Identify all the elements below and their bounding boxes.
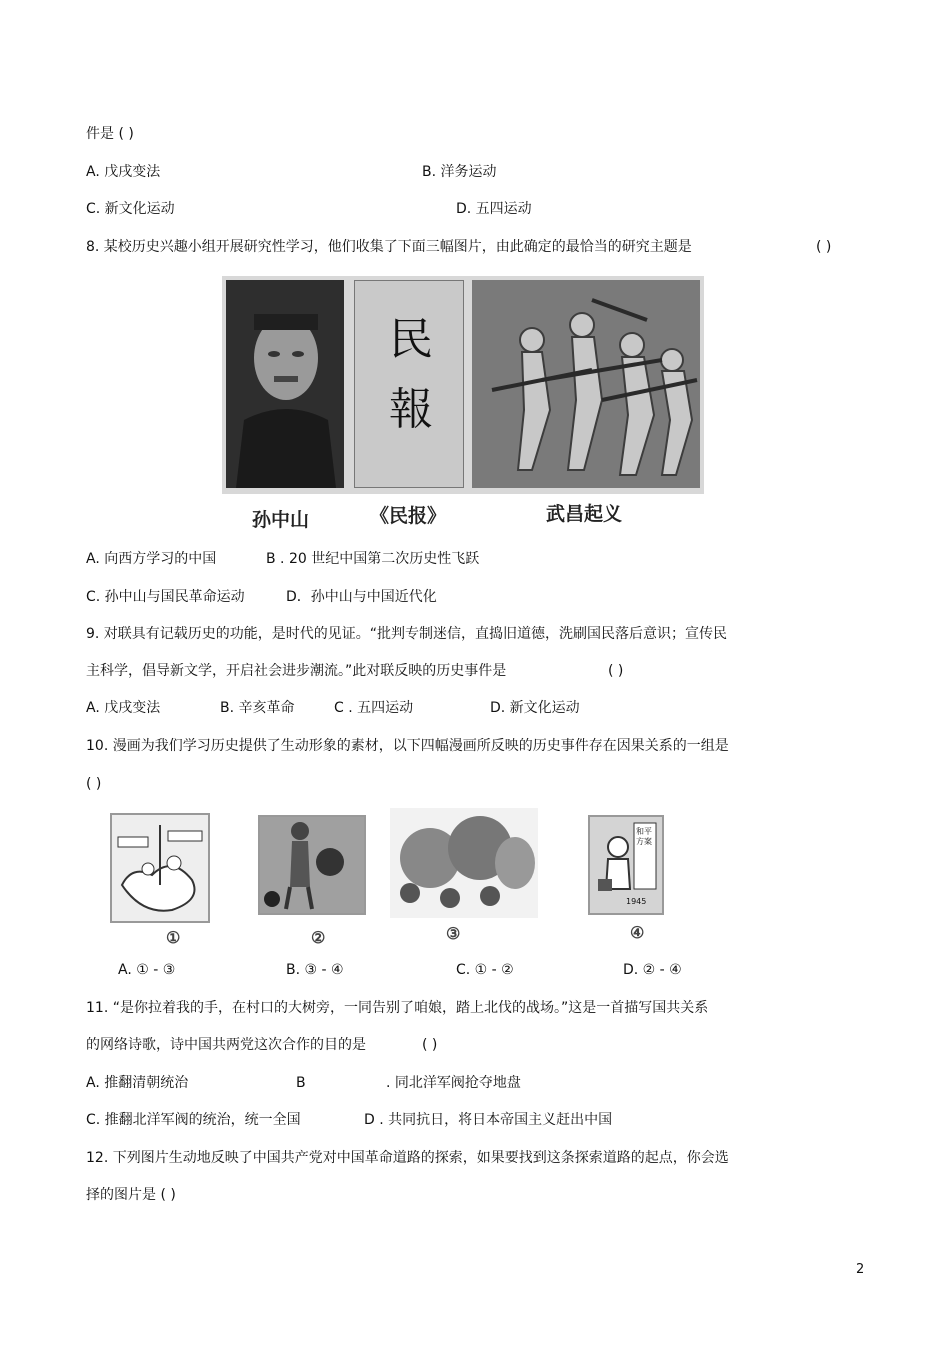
q8-image-strip	[222, 276, 704, 494]
q11-option-b: . 同北洋军阀抢夺地盘	[386, 1075, 521, 1091]
q10-answer-paren: ( )	[86, 776, 102, 792]
q8-stem: 8. 某校历史兴趣小组开展研究性学习，他们收集了下面三幅图片，由此确定的最恰当的研究主题是	[86, 239, 692, 255]
q10-option-b: B. ③ - ④	[286, 962, 344, 978]
q11-stem-line2: 的网络诗歌，诗中国共两党这次合作的目的是	[86, 1037, 366, 1053]
q11-option-c: C. 推翻北洋军阀的统治，统一全国	[86, 1112, 301, 1128]
q7-option-a: A. 戊戌变法	[86, 164, 161, 180]
cartoon-1	[110, 813, 210, 923]
portrait-figure-icon	[226, 280, 344, 488]
cartoon-2-label: ②	[311, 928, 326, 947]
q11-answer-paren: ( )	[422, 1037, 438, 1053]
q9-option-a: A. 戊戌变法	[86, 700, 161, 716]
q9-option-b: B. 辛亥革命	[220, 700, 295, 716]
q10-option-c: C. ① - ②	[456, 962, 514, 978]
cartoon-3	[390, 808, 538, 918]
q10-stem-line1: 10. 漫画为我们学习历史提供了生动形象的素材，以下四幅漫画所反映的历史事件存在因果关系的一组是	[86, 738, 729, 754]
page-number: 2	[856, 1262, 865, 1277]
q7-option-d: D. 五四运动	[456, 201, 532, 217]
q9-option-c: C . 五四运动	[334, 700, 414, 716]
wuchang-relief	[472, 280, 700, 488]
cartoon-4-label: ④	[630, 923, 645, 942]
q8-option-c: C. 孙中山与国民革命运动	[86, 589, 245, 605]
cartoon-4-peace-plan: 和平方案	[636, 827, 652, 846]
cartoon-2	[258, 815, 366, 915]
caption-sun-yatsen: 孙中山	[252, 509, 310, 531]
q9-stem-line2: 主科学，倡导新文学，开启社会进步潮流。”此对联反映的历史事件是	[86, 663, 507, 679]
q12-stem-line1: 12. 下列图片生动地反映了中国共产党对中国革命道路的探索，如果要找到这条探索道路的起点，你会选	[86, 1150, 729, 1166]
cartoon-4-year: 1945	[626, 897, 647, 906]
cartoon-1-label: ①	[166, 928, 181, 947]
relief-soldiers-icon	[472, 280, 700, 488]
q10-option-a: A. ① - ③	[118, 962, 176, 978]
minbao-title: 民 報	[389, 314, 433, 435]
q11-stem-line1: 11. “是你拉着我的手，在村口的大树旁，一同告别了咱娘，踏上北伐的战场。”这是一首描写国共关系	[86, 1000, 709, 1016]
q8-option-a: A. 向西方学习的中国	[86, 551, 217, 567]
q12-stem-line2: 择的图片是 ( )	[86, 1187, 176, 1203]
cartoon-3-label: ③	[446, 924, 461, 943]
caption-wuchang: 武昌起义	[546, 503, 623, 525]
q11-option-a: A. 推翻清朝统治	[86, 1075, 189, 1091]
cartoon-3-crowd-icon	[390, 808, 538, 918]
q11-option-b-letter: B	[296, 1075, 306, 1091]
q11-option-d: D . 共同抗日，将日本帝国主义赶出中国	[364, 1112, 613, 1128]
q8-option-d: D．孙中山与中国近代化	[286, 589, 437, 605]
caption-minbao: 《民报》	[370, 505, 447, 527]
q9-answer-paren: ( )	[608, 663, 624, 679]
q7-stem-tail: 件是 ( )	[86, 126, 134, 142]
q9-stem-line1: 9. 对联具有记载历史的功能，是时代的见证。“批判专制迷信，直捣旧道德，洗刷国民落后意识；宣传民	[86, 626, 728, 642]
cartoon-4	[588, 815, 664, 915]
q8-option-b: B . 20 世纪中国第二次历史性飞跃	[266, 551, 480, 567]
q7-option-b: B. 洋务运动	[422, 164, 497, 180]
q10-option-d: D. ② - ④	[623, 962, 682, 978]
cartoon-1-map-icon	[112, 815, 208, 921]
q8-answer-paren: ( )	[816, 239, 832, 255]
q9-option-d: D. 新文化运动	[490, 700, 580, 716]
cartoon-2-soldier-icon	[260, 817, 364, 913]
minbao-cover	[354, 280, 464, 488]
q7-option-c: C. 新文化运动	[86, 201, 175, 217]
sun-yatsen-portrait	[226, 280, 344, 488]
